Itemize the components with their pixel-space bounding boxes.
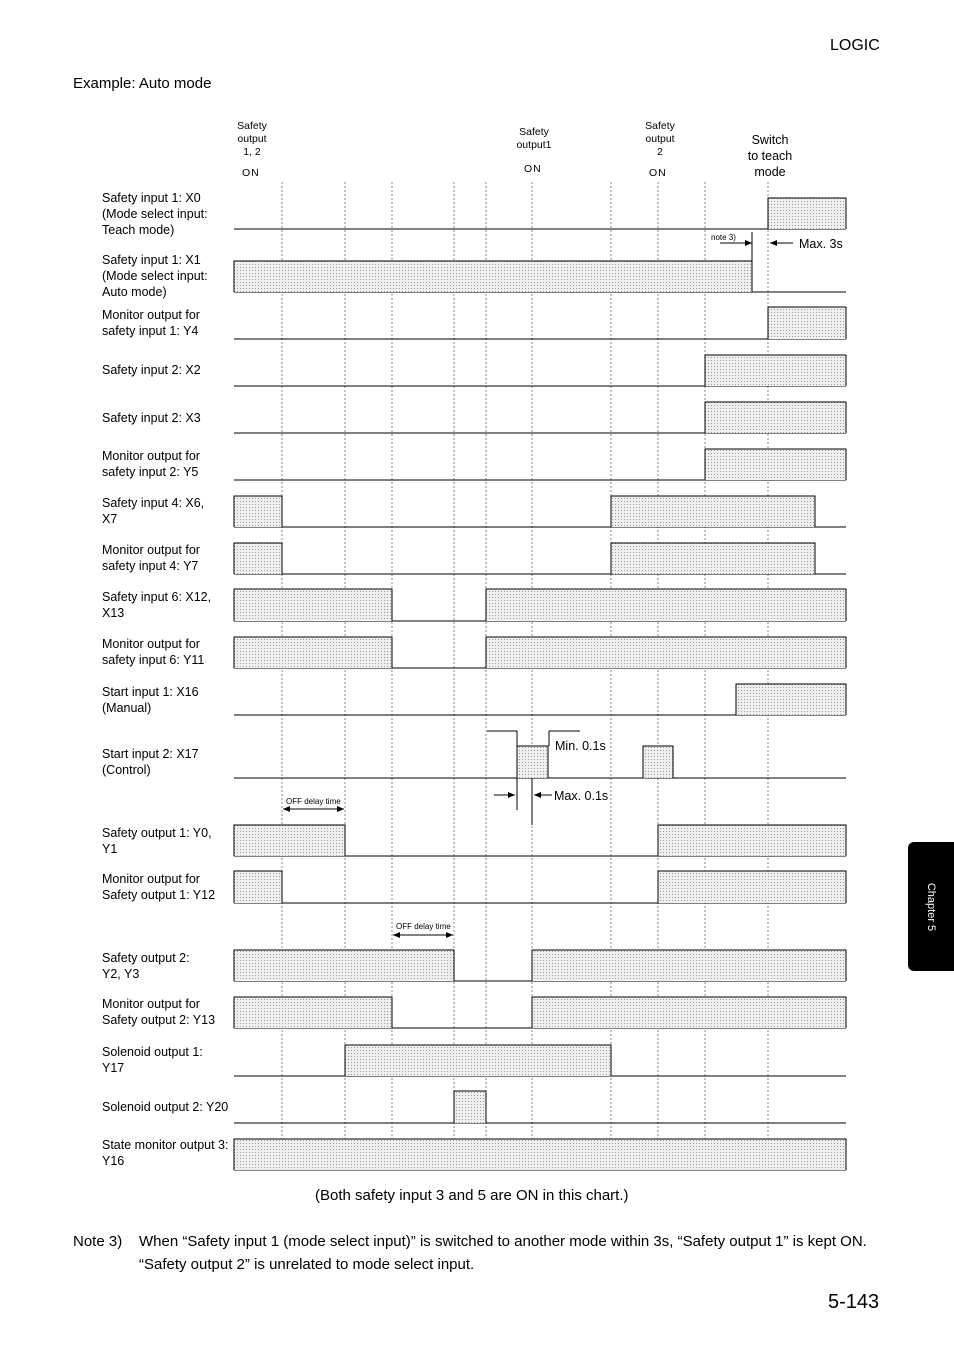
signal-label-text: State monitor output 3: Y16 <box>102 1138 229 1168</box>
signal-label-text: Safety input 6: X12, X13 <box>102 590 212 620</box>
column-text: Safety <box>645 120 675 132</box>
signal-label-text: Monitor output for safety input 2: Y5 <box>102 449 200 479</box>
signal-label-text: Safety output 1: Y0, Y1 <box>102 826 212 856</box>
note3-text <box>139 1230 929 1276</box>
off-delay-label-1: OFF delay time <box>286 797 341 806</box>
chart-caption: (Both safety input 3 and 5 are ON in this chart.) <box>315 1187 629 1204</box>
signal-on-pulse <box>736 684 846 715</box>
column-on-label: ON <box>242 167 260 179</box>
signal-trace <box>234 637 846 668</box>
signal-on-pulse <box>643 746 673 778</box>
chapter-tab-label: Chapter 5 <box>925 882 937 931</box>
signal-trace <box>234 1091 846 1123</box>
signal-trace <box>234 1139 846 1170</box>
signal-on-pulse <box>611 543 815 574</box>
signal-label-text: Safety input 4: X6, X7 <box>102 496 205 526</box>
signal-on-pulse <box>517 746 548 778</box>
signal-trace <box>234 589 846 621</box>
signal-label-text: Monitor output for safety input 1: Y4 <box>102 308 200 338</box>
example-title: Example: Auto mode <box>73 75 212 92</box>
signal-trace <box>234 543 846 574</box>
column-text: output1 <box>516 139 552 151</box>
signal-on-pulse <box>234 543 282 574</box>
note3-line: When “Safety input 1 (mode select input)” is switched to another mode within 3s, “Safety output 1” is kept ON. <box>139 1233 867 1250</box>
signal-label-text: Monitor output for safety input 6: Y11 <box>102 637 205 667</box>
note3-line: “Safety output 2” is unrelated to mode select input. <box>139 1256 475 1273</box>
signal-trace <box>234 825 846 856</box>
max-01s-label: Max. 0.1s <box>554 789 609 803</box>
column-text: output <box>645 133 675 145</box>
section-header: LOGIC <box>830 37 880 54</box>
signal-label-text: Solenoid output 1: Y17 <box>102 1045 203 1075</box>
column-text: Safety <box>519 126 549 138</box>
signal-on-pulse <box>234 261 752 292</box>
signal-on-pulse <box>234 637 392 668</box>
signal-on-pulse <box>454 1091 486 1123</box>
chapter-tab <box>908 842 954 971</box>
signal-on-pulse <box>532 997 846 1028</box>
signal-on-pulse <box>486 637 846 668</box>
signal-on-pulse <box>768 307 846 339</box>
signal-trace <box>234 402 846 433</box>
signal-on-pulse <box>705 355 846 386</box>
column-text: 1, 2 <box>243 146 261 158</box>
column-text: to teach <box>747 149 793 163</box>
signal-on-pulse <box>705 402 846 433</box>
signal-trace <box>234 684 846 715</box>
signal-trace <box>234 198 846 229</box>
column-text: output <box>237 133 267 145</box>
signal-trace <box>234 449 846 480</box>
column-text: Safety <box>237 120 267 132</box>
off-delay-label-2: OFF delay time <box>396 922 451 931</box>
signal-trace <box>234 261 846 292</box>
signal-on-pulse <box>234 825 345 856</box>
signal-on-pulse <box>705 449 846 480</box>
signal-label-text: Safety input 2: X3 <box>102 411 201 425</box>
signal-label-text: Safety input 1: X1 (Mode select input: Auto mode) <box>102 253 208 299</box>
signal-label-text: Solenoid output 2: Y20 <box>102 1100 229 1114</box>
column-text: Switch <box>751 133 789 147</box>
signal-trace <box>234 496 846 527</box>
signal-trace <box>234 997 846 1028</box>
signal-trace <box>234 355 846 386</box>
signal-on-pulse <box>234 496 282 527</box>
signal-on-pulse <box>234 589 392 621</box>
column-on-label: ON <box>524 163 542 175</box>
signal-label-text: Start input 2: X17 (Control) <box>102 747 199 777</box>
signal-on-pulse <box>234 1139 846 1170</box>
column-text: mode <box>754 165 786 179</box>
signal-trace <box>234 307 846 339</box>
min-01s-label: Min. 0.1s <box>555 739 606 753</box>
signal-label-text: Start input 1: X16 (Manual) <box>102 685 199 715</box>
signal-trace <box>234 871 846 903</box>
signal-label-text: Monitor output for Safety output 2: Y13 <box>102 997 216 1027</box>
note3-label: Note 3) <box>73 1233 123 1250</box>
column-on-label: ON <box>649 167 667 179</box>
signal-on-pulse <box>486 589 846 621</box>
signal-on-pulse <box>658 825 846 856</box>
page-number: 5-143 <box>828 1291 880 1313</box>
signal-on-pulse <box>658 871 846 903</box>
signal-on-pulse <box>768 198 846 229</box>
signal-trace <box>234 950 846 981</box>
note3-marker: note 3) <box>711 233 736 242</box>
signal-on-pulse <box>345 1045 611 1076</box>
signal-label-text: Monitor output for Safety output 1: Y12 <box>102 872 216 902</box>
signal-on-pulse <box>611 496 815 527</box>
signal-on-pulse <box>532 950 846 981</box>
signal-label-text: Safety output 2: Y2, Y3 <box>102 951 190 981</box>
column-text: 2 <box>657 146 663 158</box>
signal-on-pulse <box>234 871 282 903</box>
max-3s-label: Max. 3s <box>799 237 843 251</box>
signal-label-text: Monitor output for safety input 4: Y7 <box>102 543 200 573</box>
signal-label-text: Safety input 1: X0 (Mode select input: Teach mode) <box>102 191 208 237</box>
signal-on-pulse <box>234 950 454 981</box>
signal-label-text: Safety input 2: X2 <box>102 363 201 377</box>
signal-trace <box>234 746 846 778</box>
signal-trace <box>234 1045 846 1076</box>
signal-on-pulse <box>234 997 392 1028</box>
